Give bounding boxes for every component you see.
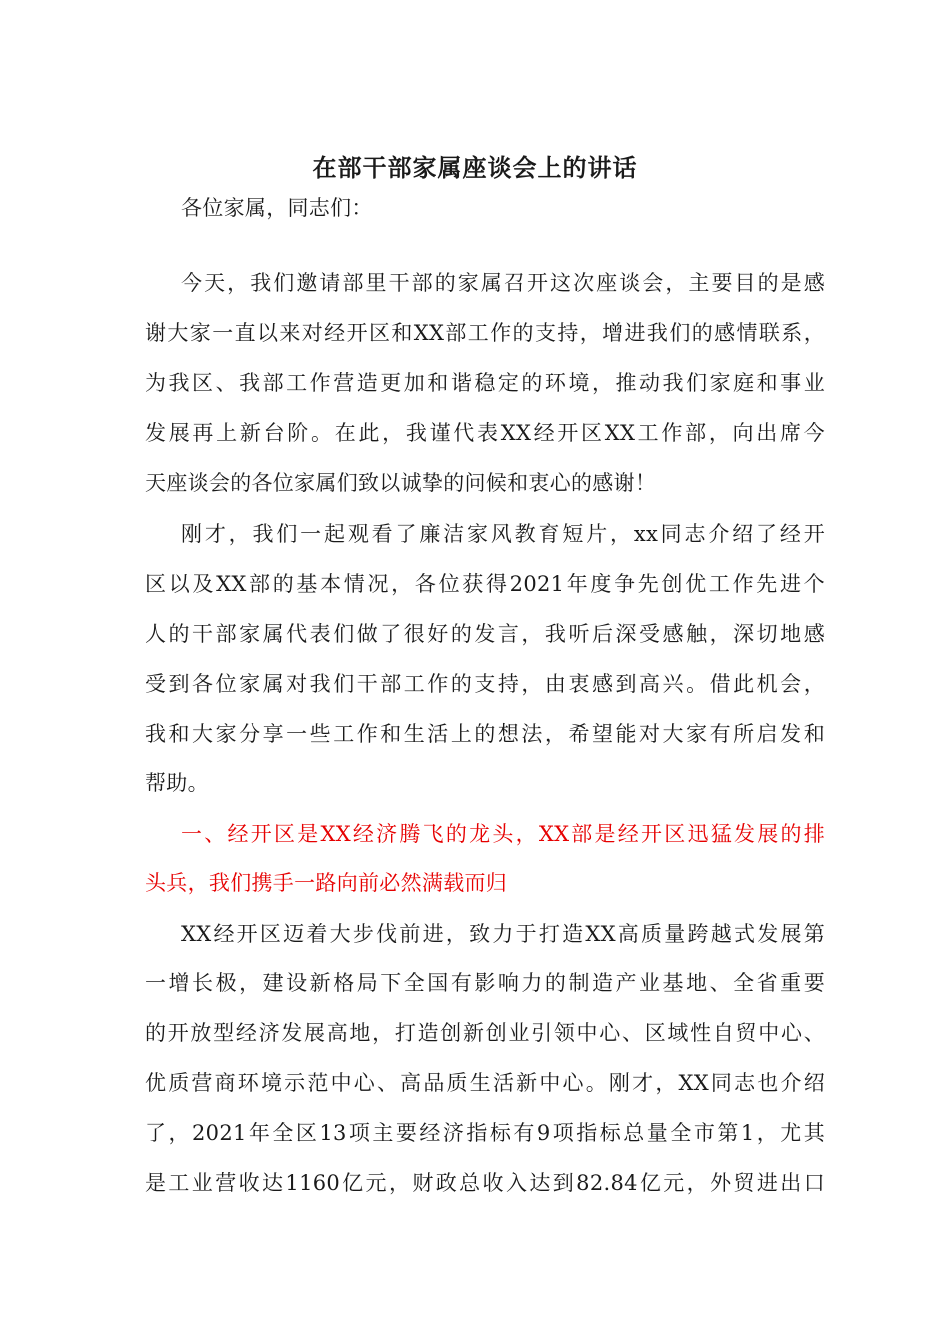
- paragraph-1-line: 谢大家一直以来对经开区和XX部工作的支持，增进我们的感情联系，: [145, 321, 825, 345]
- paragraph-1-line: 为我区、我部工作营造更加和谐稳定的环境，推动我们家庭和事业: [145, 371, 825, 395]
- paragraph-3-line: 优质营商环境示范中心、高品质生活新中心。刚才，XX同志也介绍: [145, 1071, 825, 1095]
- paragraph-2-line: 区以及XX部的基本情况，各位获得2021年度争先创优工作先进个: [145, 572, 825, 596]
- paragraph-2-line: 人的干部家属代表们做了很好的发言，我听后深受感触，深切地感: [145, 622, 825, 646]
- paragraph-2-line: 受到各位家属对我们干部工作的支持，由衷感到高兴。借此机会，: [145, 672, 825, 696]
- section-heading-line: 头兵，我们携手一路向前必然满载而归: [145, 871, 508, 895]
- paragraph-3-line: 了，2021年全区13项主要经济指标有9项指标总量全市第1，尤其: [145, 1121, 825, 1145]
- paragraph-3-line: 是工业营收达1160亿元，财政总收入达到82.84亿元，外贸进出口: [145, 1171, 825, 1195]
- paragraph-2-line: 刚才，我们一起观看了廉洁家风教育短片，xx同志介绍了经开: [181, 522, 825, 546]
- paragraph-2-line: 我和大家分享一些工作和生活上的想法，希望能对大家有所启发和: [145, 722, 825, 746]
- salutation: 各位家属，同志们：: [181, 196, 373, 220]
- section-heading-line: 一、经开区是XX经济腾飞的龙头，XX部是经开区迅猛发展的排: [181, 822, 825, 846]
- paragraph-3-line: XX经开区迈着大步伐前进，致力于打造XX高质量跨越式发展第: [181, 922, 825, 946]
- paragraph-3-line: 一增长极，建设新格局下全国有影响力的制造产业基地、全省重要: [145, 971, 825, 995]
- paragraph-1-line: 今天，我们邀请部里干部的家属召开这次座谈会，主要目的是感: [181, 271, 825, 295]
- paragraph-3-line: 的开放型经济发展高地，打造创新创业引领中心、区域性自贸中心、: [145, 1021, 825, 1045]
- document-title: 在部干部家属座谈会上的讲话: [312, 153, 638, 182]
- paragraph-2-line: 帮助。: [145, 771, 209, 795]
- paragraph-1-line: 发展再上新台阶。在此，我谨代表XX经开区XX工作部，向出席今: [145, 421, 825, 445]
- paragraph-1-line: 天座谈会的各位家属们致以诚挚的问候和衷心的感谢！: [145, 471, 657, 495]
